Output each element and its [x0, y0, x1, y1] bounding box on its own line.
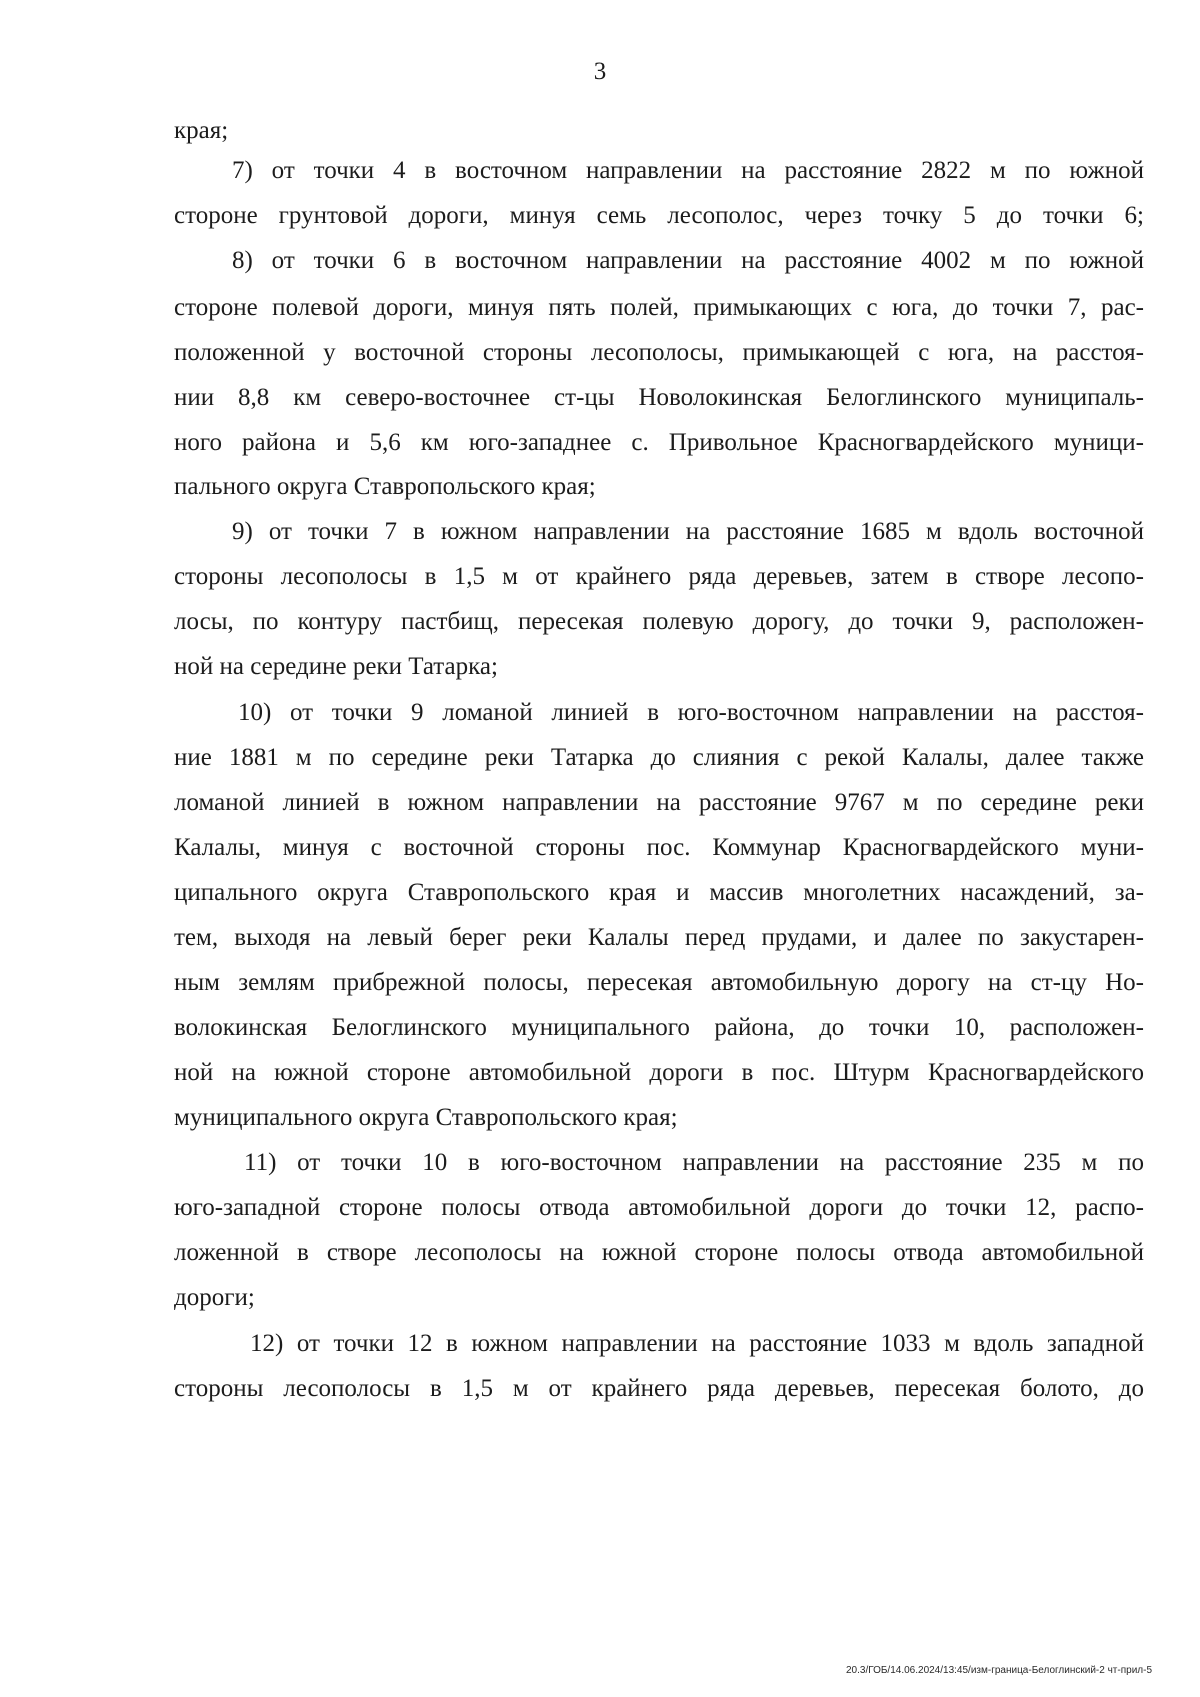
text-line: юго-западной стороне полосы отвода автомобильной дороги до точки 12, распо- [174, 1194, 1144, 1221]
text-line: Калалы, минуя с восточной стороны пос. Коммунар Красногвардейского муни- [174, 834, 1144, 861]
text-line: 9) от точки 7 в южном направлении на расстояние 1685 м вдоль восточной [232, 518, 1144, 545]
text-line: ломаной линией в южном направлении на расстояние 9767 м по середине реки [174, 789, 1144, 816]
text-line: ного района и 5,6 км юго-западнее с. Привольное Красногвардейского муници- [174, 429, 1144, 456]
text-line: положенной у восточной стороны лесополосы, примыкающей с юга, на расстоя- [174, 339, 1144, 366]
text-line: волокинская Белоглинского муниципального района, до точки 10, расположен- [174, 1014, 1144, 1041]
text-line: дороги; [174, 1284, 255, 1311]
text-line: пального округа Ставропольского края; [174, 473, 596, 500]
footer-document-code: 20.3/ГОБ/14.06.2024/13:45/изм-граница-Белоглинский-2 чт-прил-5 [845, 1665, 1152, 1676]
text-line: 10) от точки 9 ломаной линией в юго-восточном направлении на расстоя- [238, 699, 1144, 726]
text-line: стороны лесополосы в 1,5 м от крайнего ряда деревьев, затем в створе лесопо- [174, 563, 1144, 590]
text-line: края; [174, 117, 229, 144]
text-line: ципального округа Ставропольского края и массив многолетних насаждений, за- [174, 879, 1144, 906]
text-line: нии 8,8 км северо-восточнее ст-цы Новолокинская Белоглинского муниципаль- [174, 384, 1144, 411]
text-line: ной на южной стороне автомобильной дороги в пос. Штурм Красногвардейского [174, 1059, 1144, 1086]
text-line: лосы, по контуру пастбищ, пересекая полевую дорогу, до точки 9, расположен- [174, 608, 1144, 635]
text-line: тем, выходя на левый берег реки Калалы перед прудами, и далее по закустарен- [174, 924, 1144, 951]
text-line: ние 1881 м по середине реки Татарка до слияния с рекой Калалы, далее также [174, 744, 1144, 771]
text-line: стороне полевой дороги, минуя пять полей, примыкающих с юга, до точки 7, рас- [174, 294, 1144, 321]
text-line: стороны лесополосы в 1,5 м от крайнего ряда деревьев, пересекая болото, до [174, 1375, 1144, 1402]
text-line: 12) от точки 12 в южном направлении на расстояние 1033 м вдоль западной [250, 1330, 1144, 1357]
text-line: муниципального округа Ставропольского края; [174, 1104, 678, 1131]
text-line: ложенной в створе лесополосы на южной стороне полосы отвода автомобильной [174, 1239, 1144, 1266]
text-line: стороне грунтовой дороги, минуя семь лесополос, через точку 5 до точки 6; [174, 202, 1144, 229]
text-line: 11) от точки 10 в юго-восточном направлении на расстояние 235 м по [244, 1149, 1144, 1176]
text-line: 8) от точки 6 в восточном направлении на расстояние 4002 м по южной [232, 247, 1144, 274]
text-line: ной на середине реки Татарка; [174, 653, 498, 680]
text-line: ным землям прибрежной полосы, пересекая автомобильную дорогу на ст-цу Но- [174, 969, 1144, 996]
text-line: 7) от точки 4 в восточном направлении на расстояние 2822 м по южной [232, 157, 1144, 184]
page-number: 3 [593, 58, 607, 85]
